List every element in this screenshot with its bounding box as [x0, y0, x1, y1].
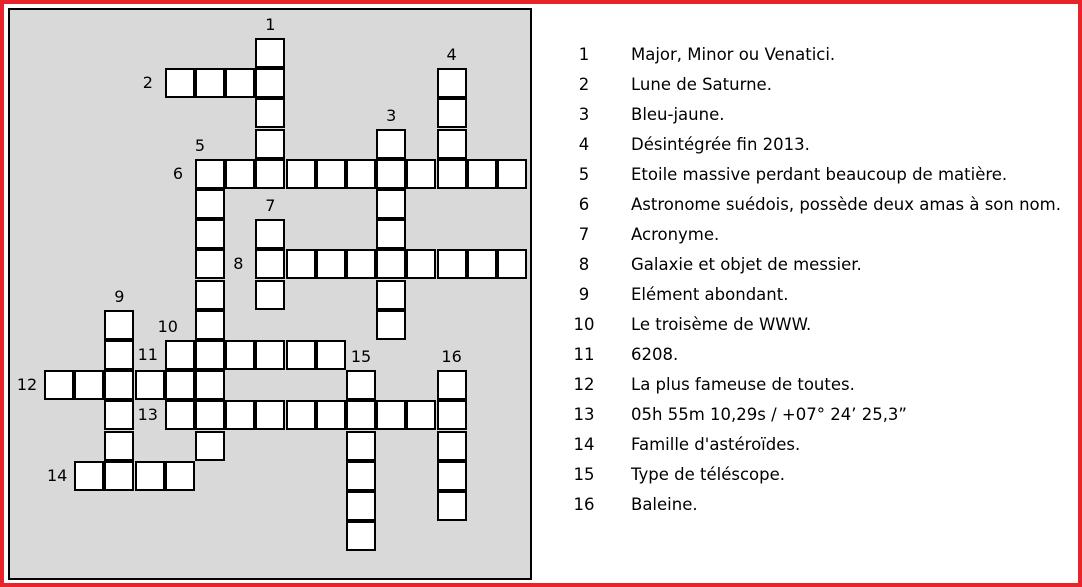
clue-row-text: Major, Minor ou Venatici.	[631, 45, 836, 64]
crossword-cell[interactable]	[437, 68, 467, 98]
clue-number-label: 13	[137, 405, 158, 425]
clue-number-label: 2	[142, 73, 153, 93]
crossword-cell[interactable]	[255, 98, 285, 128]
crossword-cell[interactable]	[437, 491, 467, 521]
clue-row	[540, 220, 1075, 250]
crossword-cell[interactable]	[437, 159, 467, 189]
crossword-cell[interactable]	[165, 370, 195, 400]
clue-number-label: 15	[350, 347, 372, 367]
crossword-cell[interactable]	[255, 159, 285, 189]
clue-row-number: 16	[573, 495, 595, 514]
crossword-cell[interactable]	[437, 98, 467, 128]
crossword-cell[interactable]	[346, 370, 376, 400]
crossword-cell[interactable]	[195, 280, 225, 310]
clue-number-label: 10	[157, 317, 178, 336]
clue-row-text: Le troisème de WWW.	[631, 315, 812, 334]
crossword-cell[interactable]	[195, 310, 225, 340]
crossword-cell[interactable]	[225, 68, 255, 98]
crossword-cell[interactable]	[255, 129, 285, 159]
crossword-cell[interactable]	[316, 159, 346, 189]
clue-number-label: 5	[194, 135, 206, 155]
crossword-cell[interactable]	[467, 249, 497, 279]
crossword-cell[interactable]	[195, 159, 225, 189]
crossword-cell[interactable]	[165, 340, 195, 370]
crossword-cell[interactable]	[376, 129, 406, 159]
crossword-cell[interactable]	[104, 431, 134, 461]
crossword-cell[interactable]	[195, 370, 225, 400]
clue-row-number: 9	[578, 285, 590, 304]
crossword-cell[interactable]	[44, 370, 74, 400]
crossword-cell[interactable]	[165, 68, 195, 98]
crossword-cell[interactable]	[104, 370, 134, 400]
crossword-cell[interactable]	[255, 400, 285, 430]
clue-row-number: 4	[578, 135, 590, 154]
crossword-cell[interactable]	[195, 68, 225, 98]
crossword-cell[interactable]	[255, 249, 285, 279]
clue-number-label: 6	[172, 163, 184, 183]
crossword-cell[interactable]	[437, 129, 467, 159]
clue-row-number: 14	[573, 435, 595, 454]
crossword-cell[interactable]	[286, 249, 316, 279]
clue-row-number: 8	[578, 255, 590, 274]
crossword-cell[interactable]	[346, 491, 376, 521]
clue-row	[540, 280, 1075, 310]
crossword-cell[interactable]	[195, 400, 225, 430]
crossword-cell[interactable]	[286, 340, 316, 370]
crossword-cell[interactable]	[286, 159, 316, 189]
crossword-cell[interactable]	[255, 38, 285, 68]
clue-row-text: Lune de Saturne.	[631, 75, 772, 94]
crossword-cell[interactable]	[195, 189, 225, 219]
crossword-cell[interactable]	[346, 249, 376, 279]
crossword-cell[interactable]	[437, 461, 467, 491]
crossword-cell[interactable]	[165, 461, 195, 491]
crossword-cell[interactable]	[497, 159, 527, 189]
crossword-cell[interactable]	[255, 340, 285, 370]
crossword-cell[interactable]	[376, 189, 406, 219]
crossword-cell[interactable]	[195, 249, 225, 279]
clue-row-text: 6208.	[631, 345, 679, 364]
clue-row-text: Etoile massive perdant beaucoup de matière.	[631, 165, 1008, 184]
clue-row-number: 1	[578, 45, 590, 64]
clue-row-text: Famille d'astéroïdes.	[631, 435, 801, 454]
crossword-cell[interactable]	[104, 310, 134, 340]
clue-number-label: 3	[386, 105, 397, 125]
crossword-cell[interactable]	[135, 461, 165, 491]
crossword-cell[interactable]	[346, 159, 376, 189]
crossword-cell[interactable]	[346, 431, 376, 461]
crossword-cell[interactable]	[316, 340, 346, 370]
crossword-cell[interactable]	[437, 370, 467, 400]
crossword-cell[interactable]	[497, 249, 527, 279]
clue-row-text: Bleu-jaune.	[631, 105, 725, 124]
clue-row	[540, 130, 1075, 160]
crossword-cell[interactable]	[255, 280, 285, 310]
clue-row	[540, 70, 1075, 100]
clue-row-text: Désintégrée fin 2013.	[631, 135, 810, 154]
crossword-grid	[8, 8, 532, 580]
crossword-cell[interactable]	[255, 219, 285, 249]
crossword-cell[interactable]	[437, 249, 467, 279]
clue-row	[540, 190, 1075, 220]
clue-row-text: Acronyme.	[631, 225, 720, 244]
clue-row-text: 05h 55m 10,29s / +07° 24’ 25,3”	[631, 405, 907, 424]
clue-row	[540, 370, 1075, 400]
crossword-cell[interactable]	[376, 159, 406, 189]
crossword-cell[interactable]	[195, 219, 225, 249]
clue-row-text: Type de téléscope.	[631, 465, 786, 484]
clue-row-number: 5	[578, 165, 590, 184]
crossword-cell[interactable]	[195, 431, 225, 461]
crossword-cell[interactable]	[286, 400, 316, 430]
crossword-cell[interactable]	[135, 370, 165, 400]
crossword-cell[interactable]	[104, 340, 134, 370]
clue-number-label: 9	[114, 286, 125, 306]
clue-number-label: 4	[446, 45, 457, 65]
crossword-cell[interactable]	[104, 400, 134, 430]
crossword-cell[interactable]	[195, 340, 225, 370]
clue-row-text: Galaxie et objet de messier.	[631, 255, 862, 274]
crossword-cell[interactable]	[376, 310, 406, 340]
clue-row-text: La plus fameuse de toutes.	[631, 375, 855, 394]
crossword-cell[interactable]	[406, 249, 436, 279]
crossword-cell[interactable]	[406, 159, 436, 189]
crossword-cell[interactable]	[467, 159, 497, 189]
clue-number-label: 11	[137, 345, 158, 364]
clue-row-number: 13	[573, 405, 595, 424]
crossword-cell[interactable]	[437, 400, 467, 430]
crossword-cell[interactable]	[346, 521, 376, 551]
clue-row-text: Elément abondant.	[631, 285, 789, 304]
clue-number-label: 12	[16, 375, 38, 395]
clue-row-number: 3	[578, 105, 590, 124]
clue-number-label: 14	[47, 465, 68, 485]
clue-row-text: Astronome suédois, possède deux amas à son nom.	[631, 195, 1061, 214]
crossword-cell[interactable]	[225, 159, 255, 189]
clue-row	[540, 490, 1075, 520]
crossword-cell[interactable]	[376, 400, 406, 430]
crossword-cell[interactable]	[104, 461, 134, 491]
crossword-cell[interactable]	[225, 340, 255, 370]
clue-number-label: 16	[441, 347, 462, 367]
crossword-cell[interactable]	[165, 400, 195, 430]
clue-row-number: 10	[573, 315, 595, 334]
clue-row	[540, 40, 1075, 70]
crossword-cell[interactable]	[316, 249, 346, 279]
clue-row-number: 11	[573, 345, 595, 364]
crossword-cell[interactable]	[74, 461, 104, 491]
clue-row-number: 12	[573, 375, 595, 394]
clue-row-number: 2	[578, 75, 590, 94]
crossword-cell[interactable]	[376, 219, 406, 249]
crossword-cell[interactable]	[225, 400, 255, 430]
crossword-cell[interactable]	[74, 370, 104, 400]
clue-row-number: 6	[578, 195, 590, 214]
clue-row	[540, 250, 1075, 280]
crossword-cell[interactable]	[406, 400, 436, 430]
clue-row-text: Baleine.	[631, 495, 698, 514]
clue-number-label: 7	[265, 196, 276, 216]
crossword-cell[interactable]	[376, 280, 406, 310]
clue-row	[540, 400, 1075, 430]
clue-row	[540, 310, 1075, 340]
crossword-cell[interactable]	[255, 68, 285, 98]
clue-number-label: 1	[265, 15, 276, 34]
clue-row	[540, 460, 1075, 490]
crossword-cell[interactable]	[376, 249, 406, 279]
crossword-cell[interactable]	[346, 461, 376, 491]
clue-row	[540, 430, 1075, 460]
clue-number-label: 8	[233, 254, 244, 274]
clue-row	[540, 160, 1075, 190]
crossword-cell[interactable]	[437, 431, 467, 461]
crossword-cell[interactable]	[316, 400, 346, 430]
clue-row-number: 7	[578, 225, 590, 244]
crossword-cell[interactable]	[346, 400, 376, 430]
clue-row	[540, 100, 1075, 130]
clue-row	[540, 340, 1075, 370]
clue-row-number: 15	[573, 465, 595, 484]
